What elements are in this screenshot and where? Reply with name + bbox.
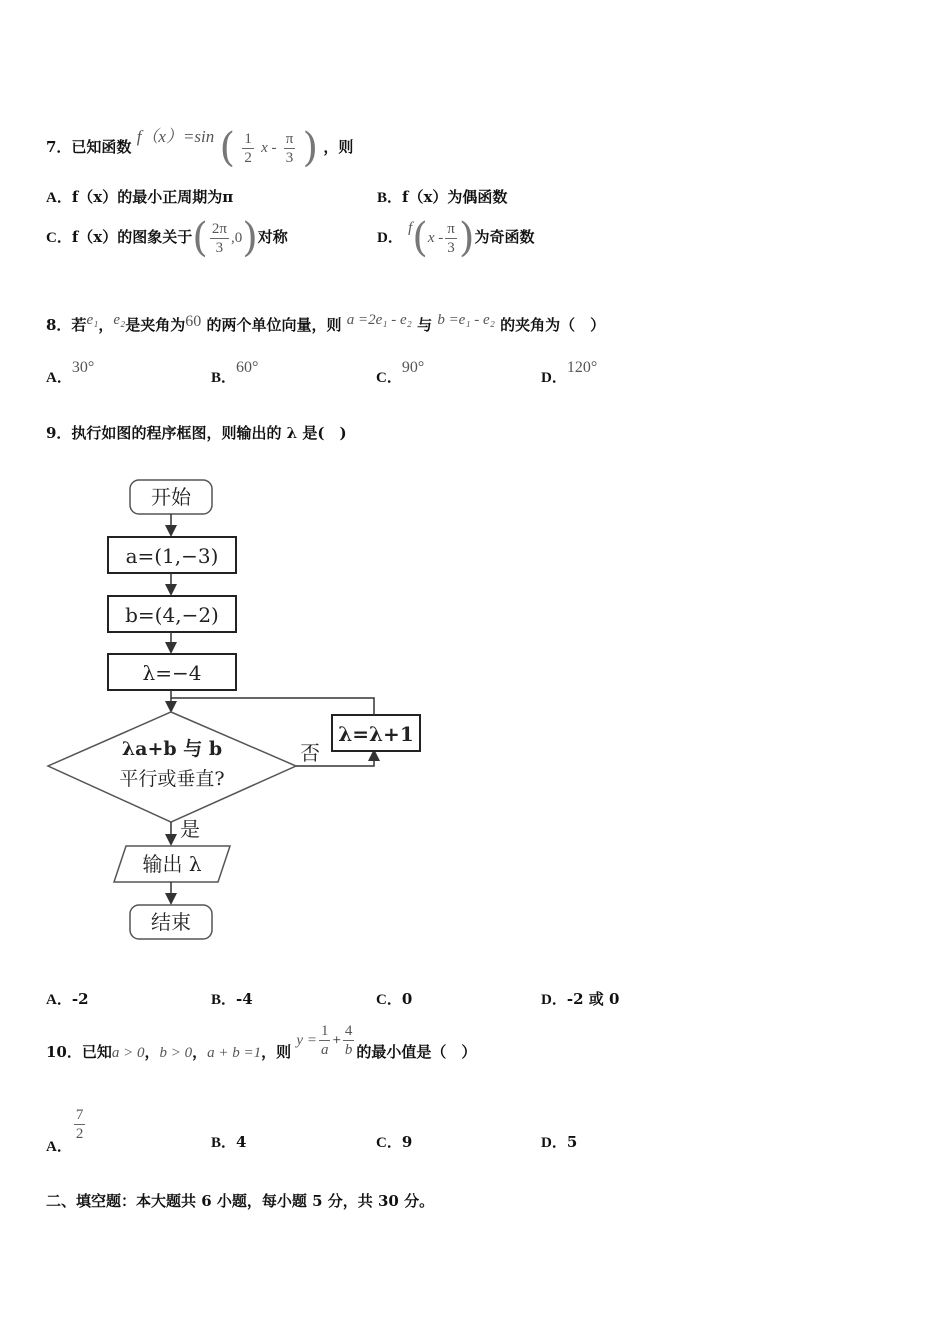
q7-d-frac-den: 3 — [447, 239, 455, 256]
flow-output-text: 输出 λ — [142, 852, 202, 876]
q10-option-a-num: 7 — [75, 1107, 84, 1123]
flow-end-text: 结束 — [151, 910, 191, 934]
flow-step1-text: a=(1,−3) — [125, 544, 219, 568]
q9-option-a-label: A． — [46, 992, 72, 1008]
q10-suffix: 的最小值是（ ） — [356, 1042, 477, 1061]
q7-option-a[interactable] — [46, 186, 233, 207]
q7-option-b-text: f（x）为偶函数 — [402, 188, 508, 206]
q8-option-b-value: 60° — [236, 359, 259, 376]
q7-stem-prefix: 7．已知函数 — [46, 138, 132, 156]
q7-frac1 — [242, 130, 254, 167]
q10-cond1: a > 0 — [111, 1044, 145, 1061]
q9-option-b[interactable] — [211, 988, 253, 1009]
flow-start-text: 开始 — [151, 485, 191, 509]
q8-option-c[interactable] — [376, 359, 425, 387]
q7-option-c-text: f（x）的图象关于 — [71, 228, 193, 246]
q8-stem-prefix: 8．若 — [46, 316, 87, 334]
q8-comma: ， — [98, 316, 114, 334]
q8-angle: 60 — [185, 313, 202, 330]
q10-option-c-value: 9 — [401, 1133, 413, 1151]
q10-frac1-den: a — [320, 1042, 329, 1058]
q7-frac2-den: 3 — [285, 149, 294, 166]
q10-then: ，则 — [261, 1042, 292, 1061]
q10-cond3: a + b =1 — [207, 1044, 262, 1061]
flow-cond-line2: 平行或垂直? — [119, 768, 225, 790]
q10-option-c[interactable] — [376, 1131, 412, 1152]
q10-option-b-value: 4 — [236, 1133, 247, 1151]
q10-option-a[interactable] — [46, 1106, 87, 1155]
q10-stem-prefix: 10．已知 — [46, 1042, 112, 1061]
flow-yes-label: 是 — [180, 817, 200, 841]
q7-option-b-label: B． — [377, 190, 403, 206]
q7-d-x: x - — [427, 230, 444, 246]
q8-option-c-value: 90° — [401, 359, 425, 376]
q7-frac2-num: π — [285, 130, 294, 147]
q7-option-c[interactable] — [46, 215, 288, 261]
q9-option-a[interactable] — [46, 988, 89, 1009]
q8-mid1: 是夹角为 — [125, 316, 186, 334]
q8-option-d-label: D． — [541, 370, 567, 386]
q8-option-a[interactable] — [46, 359, 95, 387]
q7-option-a-label: A． — [46, 190, 72, 206]
q7-option-a-text: f（x）的最小正周期为π — [71, 188, 234, 206]
q10-option-d-value: 5 — [566, 1133, 578, 1151]
q10-option-b-label: B． — [211, 1135, 237, 1151]
q8-option-c-label: C． — [376, 370, 402, 386]
q10-frac1 — [319, 1022, 331, 1059]
q10-cond2: b > 0 — [159, 1044, 193, 1061]
q8-stem — [46, 314, 605, 335]
q8-e1: e₁ — [86, 312, 99, 328]
q10-option-c-label: C． — [376, 1135, 402, 1151]
q10-option-d[interactable] — [541, 1131, 577, 1152]
q8-option-b[interactable] — [211, 359, 259, 387]
q8-option-a-value: 30° — [71, 359, 95, 376]
q10-y-lhs: y = — [296, 1032, 317, 1049]
q8-suffix: 的夹角为（ ） — [500, 316, 606, 334]
q9-option-a-value: -2 — [71, 990, 89, 1008]
q7-d-paren-close: ) — [458, 215, 475, 261]
q7-func-mid: x - — [261, 140, 277, 156]
q9-stem: 9．执行如图的程序框图，则输出的 λ 是( ) — [46, 424, 347, 442]
q8-b-expr: b =e₁ - e₂ — [437, 312, 495, 328]
q10-option-d-label: D． — [541, 1135, 567, 1151]
q7-func-lhs: f（x）=sin — [136, 127, 215, 146]
q7-c-paren-close: ) — [242, 215, 258, 261]
q10-option-b[interactable] — [211, 1131, 246, 1152]
q7-c-tail: ,0 — [230, 230, 243, 246]
q9-option-c[interactable] — [376, 988, 412, 1009]
q7-option-d-label: D． — [377, 230, 403, 246]
q7-stem-suffix: ，则 — [323, 138, 354, 156]
q10-option-a-label: A． — [46, 1138, 72, 1155]
q10-sep1: ， — [144, 1042, 160, 1061]
q10-frac2-den: b — [344, 1042, 353, 1058]
q7-c-frac — [210, 220, 229, 257]
q7-c-paren-open: ( — [192, 215, 208, 261]
q7-frac2 — [284, 130, 296, 167]
q7-d-frac-num: π — [447, 220, 455, 237]
q9-option-b-label: B． — [211, 992, 237, 1008]
q9-flowchart — [40, 470, 440, 950]
flow-no-label: 否 — [300, 741, 320, 765]
q9-option-c-value: 0 — [401, 990, 413, 1008]
q7-option-c-suffix: 对称 — [257, 228, 288, 246]
flow-cond-line1: λa+b 与 b — [121, 738, 223, 760]
q10-option-a-frac — [74, 1106, 86, 1143]
q7-d-paren-open: ( — [412, 215, 428, 261]
q7-option-d[interactable] — [377, 215, 535, 261]
q10-frac2 — [343, 1022, 355, 1059]
q7-option-b[interactable] — [377, 186, 507, 207]
q8-option-d[interactable] — [541, 359, 598, 387]
section2-heading: 二、填空题：本大题共 6 小题，每小题 5 分，共 30 分。 — [46, 1192, 435, 1210]
flow-update-text: λ=λ+1 — [338, 722, 414, 746]
q7-option-d-suffix: 为奇函数 — [474, 228, 535, 246]
q9-option-d-value: -2 或 0 — [566, 990, 620, 1008]
q9-option-b-value: -4 — [236, 990, 253, 1008]
q7-frac1-num: 1 — [244, 130, 252, 147]
q8-mid3: 与 — [417, 316, 433, 334]
q8-option-d-value: 120° — [566, 359, 598, 376]
q8-e2: e₂ — [113, 312, 126, 328]
q7-stem — [46, 125, 354, 171]
flow-step2-text: b=(4,−2) — [125, 603, 219, 627]
q7-c-frac-num: 2π — [211, 220, 227, 237]
q7-d-frac — [445, 220, 457, 257]
q10-plus: + — [332, 1032, 341, 1049]
flow-step3-text: λ=−4 — [142, 661, 202, 685]
q8-a-expr: a =2e₁ - e₂ — [346, 312, 412, 328]
q9-option-d[interactable] — [541, 988, 619, 1009]
q8-option-b-label: B． — [211, 370, 237, 386]
q7-d-f: f — [408, 220, 413, 236]
q10-sep2: ， — [192, 1042, 208, 1061]
q8-option-a-label: A． — [46, 370, 72, 386]
q7-c-frac-den: 3 — [215, 239, 224, 256]
q7-frac1-den: 2 — [244, 149, 252, 166]
q10-frac1-num: 1 — [320, 1023, 329, 1039]
q10-frac2-num: 4 — [344, 1023, 353, 1039]
q9-option-c-label: C． — [376, 992, 402, 1008]
q8-mid2: 的两个单位向量，则 — [206, 316, 342, 334]
q10-option-a-den: 2 — [75, 1126, 84, 1142]
q9-option-d-label: D． — [541, 992, 567, 1008]
q7-option-c-label: C． — [46, 230, 72, 246]
q10-stem — [46, 1022, 476, 1059]
flow-condition-diamond — [48, 712, 296, 822]
q7-paren-open: ( — [219, 125, 236, 171]
q7-paren-close: ) — [302, 125, 319, 171]
